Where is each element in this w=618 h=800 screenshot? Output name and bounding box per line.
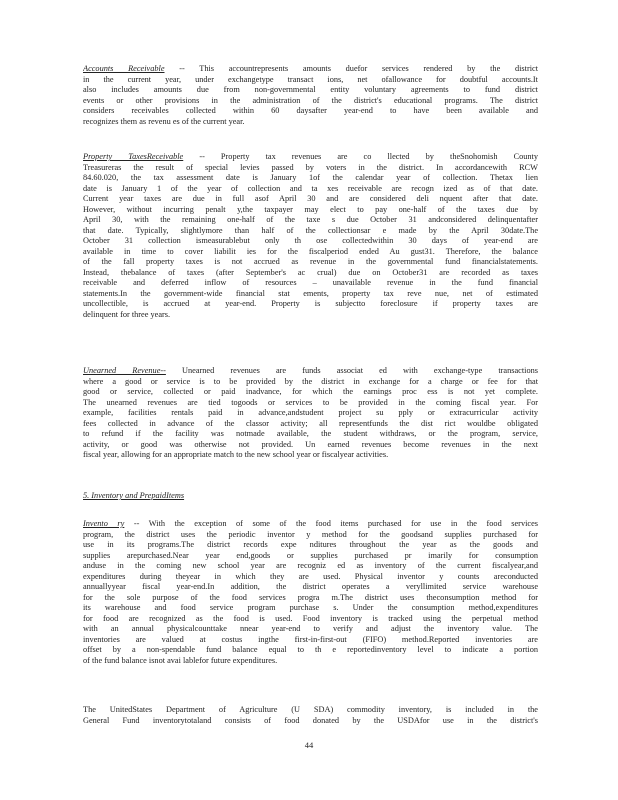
section-heading: 5. Inventory and PrepaidItems bbox=[83, 491, 185, 500]
paragraph-line: with an annual physicalcounttake nnear year-end to verify and adjust the inventory value. The bbox=[83, 624, 538, 633]
accounts-receivable-paragraph: Accounts Receivable -- This accountrepresents amounts duefor services rendered by the district in the current year, under exchangetype transact ions, net ofallowance for doubtful accounts.It also includes amounts due from non-governmental entity voluntary agreements to fund district events or other provisions in the administration of the district's educational programs. The district considers receivables collected within 60 daysafter year-end to have been available and recognizes them as revenu es of the current year. bbox=[83, 64, 538, 126]
paragraph-line: for the sole purpose of the food services progra m.The district uses theconsumption method for bbox=[83, 592, 538, 602]
paragraph-line: where a good or service is to be provided by the district in exchange for a charge or fee for that bbox=[83, 376, 538, 386]
section-5-heading-block bbox=[83, 491, 538, 502]
paragraph-line: anduse in the coming new school year are recogniz ed as inventory of the current fiscalyear,and bbox=[83, 561, 538, 570]
paragraph-line: delinquent for three years. bbox=[83, 309, 171, 319]
paragraph-line: Instead, thebalance of taxes (after September's ac crual) due on October31 are recorded as taxes bbox=[83, 267, 538, 277]
paragraph-line: October 31 collection ismeasurablebut only th ose collectedwithin 30 days of year-end are bbox=[83, 236, 538, 245]
paragraph-line: inventories are valued at costus ingthe first-in-first-out (FIFO) method.Reported inventories are bbox=[83, 634, 538, 644]
paragraph-line: in the current year, under exchangetype transact ions, net ofallowance for doubtful accounts.It bbox=[83, 74, 538, 84]
paragraph-line: supplies arepurchased.Near year end,goods or supplies purchased pr imarily for consumption bbox=[83, 550, 538, 560]
paragraph-line: activity, or good was otherwise not provided. Un earned revenues become revenues in the next bbox=[83, 439, 538, 449]
paragraph-line: annuallyyear fiscal year-end.In addition, the district operates a veryllimited service warehouse bbox=[83, 582, 538, 591]
paragraph-line: statements.In the government-wide financial stat ements, property tax reve nue, net of estimated bbox=[83, 288, 538, 298]
paragraph-line: Treasureras the result of special levies passed by voters in the district. In accordancewith RCW bbox=[83, 162, 538, 172]
property-taxes-heading: Property TaxesReceivable bbox=[83, 152, 184, 161]
paragraph-line: its warehouse and food service program purchase s. Under the consumption method,expenditures bbox=[83, 603, 538, 612]
usda-commodity-paragraph bbox=[83, 705, 538, 726]
paragraph-line: date is January 1 of the year of collection and ta xes receivable are recogn ized as of that date. bbox=[83, 183, 538, 193]
paragraph-line: good or service, collected or paid inadvance, for which the earnings proc ess is not yet complete. bbox=[83, 387, 538, 396]
paragraph-line: available in time to cover liabilit ies for the fiscalperiod ended Au gust31. Therefore, the balance bbox=[83, 246, 538, 256]
paragraph-line: The unearned revenues are tied togoods or services to be provided in the coming fiscal year. For bbox=[83, 397, 538, 407]
page-number: 44 bbox=[304, 740, 314, 750]
paragraph-line: that date. Typically, slightlymore than half of the collectionsar e made by the April 30date.The bbox=[83, 225, 538, 235]
inventory-paragraph: Invento ry -- With the exception of some of the food items purchased for use in the food services program, the district uses the periodic inventor y method for the goodsand supplies purchased for use in its programs.The district records expe nditures throughout the year as the goods and supplies arepurchased.Near year end,goods or supplies purchased pr imarily for consumption anduse in the coming new school year are recogniz ed as inventory of the current fiscalyear,and expenditures during theyear in which they are used. Physical inventor y counts areconducted annuallyyear fiscal year-end.In addition, the district operates a veryllimited service warehouse for the sole purpose of the food services progra m.The district uses theconsumption method for its warehouse and food service program purchase s. Under the consumption method,expenditures for food are recognized as the food is used. Food inventory is tracked using the perpetual method with an annual physicalcounttake nnear year-end to verify and adjust the inventory value. The inventories are valued at costus ingthe first-in-first-out (FIFO) method.Reported inventories are offset by a non-spendable fund balance equal to th e reportedinventory level to indicate a portion of the fund balance isnot avai lablefor future expenditures. bbox=[83, 519, 538, 665]
unearned-revenue-heading: Unearned Revenue-- bbox=[83, 366, 166, 375]
paragraph-line: April 30, with the remaining one-half of the taxe s due October 31 andconsidered delinquentafter bbox=[83, 215, 538, 224]
accounts-receivable-heading: Accounts Receivable bbox=[83, 64, 165, 73]
paragraph-line: General Fund inventorytotaland consists of food donated by the USDAfor use in the district's bbox=[83, 715, 538, 725]
paragraph-line: The UnitedStates Department of Agriculture (U SDA) commodity inventory, is included in the bbox=[83, 705, 538, 714]
paragraph-line: considers receivables collected within 60 daysafter year-end to have been available and bbox=[83, 106, 538, 115]
paragraph-line: of the fund balance isnot avai lablefor future expenditures. bbox=[83, 655, 278, 665]
inventory-heading: Invento ry bbox=[83, 519, 125, 528]
paragraph-line: of the fall property taxes is not accrued as revenue in the governmental fund financialstatements. bbox=[83, 257, 538, 266]
paragraph-line: offset by a non-spendable fund balance equal to th e reportedinventory level to indicate a portion bbox=[83, 645, 538, 654]
paragraph-line: for food are recognized as the food is used. Food inventory is tracked using the perpetual method bbox=[83, 613, 538, 623]
paragraph-line: use in its programs.The district records expe nditures throughout the year as the goods and bbox=[83, 540, 538, 549]
property-taxes-paragraph: Property TaxesReceivable -- Property tax revenues are co llected by theSnohomish County Treasureras the result of special levies passed by voters in the district. In accordancewith RCW 84.60.020, the tax assessment date is January 1of the calendar year of collection. Thetax lien date is January 1 of the year of collection and ta xes receivable are recogn ized as of that date. Current year taxes are due in full asof April 30 and are considered deli nquent after that date. However, without incurring penalt y,the taxpayer may elect to pay one-half of the taxes due by April 30, with the remaining one-half of the taxe s due October 31 andconsidered delinquentafter that date. Typically, slightlymore than half of the collectionsar e made by the April 30date.The October 31 collection ismeasurablebut only th ose collectedwithin 30 days of year-end are available in time to cover liabilit ies for the fiscalperiod ended Au gust31. Therefore, the balance of the fall property taxes is not accrued as revenue in the governmental fund financialstatements. Instead, thebalance of taxes (after September's ac crual) due on October31 are recorded as taxes receivable and deferred inflow of resources – unavailable revenue in the fund financial statements.In the government-wide financial stat ements, property tax reve nue, net of estimated uncollectible, is accrued at year-end. Property is subjectto foreclosure if property taxes are delinquent for three years. bbox=[83, 152, 538, 319]
paragraph-line: receivable and deferred inflow of resources – unavailable revenue in the fund financial bbox=[83, 278, 538, 287]
paragraph-line: to refund if the facility was notmade available, the student withdraws, or the program, service, bbox=[83, 429, 538, 438]
paragraph-line: 84.60.020, the tax assessment date is January 1of the calendar year of collection. Thetax lien bbox=[83, 173, 538, 182]
paragraph-line: also includes amounts due from non-governmental entity voluntary agreements to fund district bbox=[83, 85, 538, 94]
paragraph-line: recognizes them as revenu es of the current year. bbox=[83, 116, 245, 126]
paragraph-line: example, facilities rentals paid in advance,andstudent project su pply or extracurricular activity bbox=[83, 408, 538, 417]
paragraph-line: fees collected in advance of the classor activity; all representfunds the dist rict wouldbe obligated bbox=[83, 418, 538, 428]
paragraph-line: Current year taxes are due in full asof April 30 and are considered deli nquent after that date. bbox=[83, 194, 538, 203]
paragraph-line: program, the district uses the periodic inventor y method for the goodsand supplies purchased for bbox=[83, 529, 538, 539]
paragraph-line: However, without incurring penalt y,the taxpayer may elect to pay one-half of the taxes due by bbox=[83, 204, 538, 214]
unearned-revenue-paragraph: Unearned Revenue-- Unearned revenues are funds associat ed with exchange-type transactions where a good or service is to be provided by the district in exchange for a charge or fee for that good or service, collected or paid inadvance, for which the earnings proc ess is not yet complete. The unearned revenues are tied togoods or services to be provided in the coming fiscal year. For example, facilities rentals paid in advance,andstudent project su pply or extracurricular activity fees collected in advance of the classor activity; all representfunds the dist rict wouldbe obligated to refund if the facility was notmade available, the student withdraws, or the program, service, activity, or good was otherwise not provided. Un earned revenues become revenues in the next fiscal year, allowing for an appropriate match to the new school year or fiscalyear activities. bbox=[83, 366, 538, 459]
paragraph-line: expenditures during theyear in which they are used. Physical inventor y counts areconducted bbox=[83, 571, 538, 581]
paragraph-line: fiscal year, allowing for an appropriate match to the new school year or fiscalyear activities. bbox=[83, 450, 389, 459]
paragraph-line: events or other provisions in the administration of the district's educational programs. The district bbox=[83, 95, 538, 105]
paragraph-line: uncollectible, is accrued at year-end. Property is subjectto foreclosure if property taxes are bbox=[83, 299, 538, 308]
